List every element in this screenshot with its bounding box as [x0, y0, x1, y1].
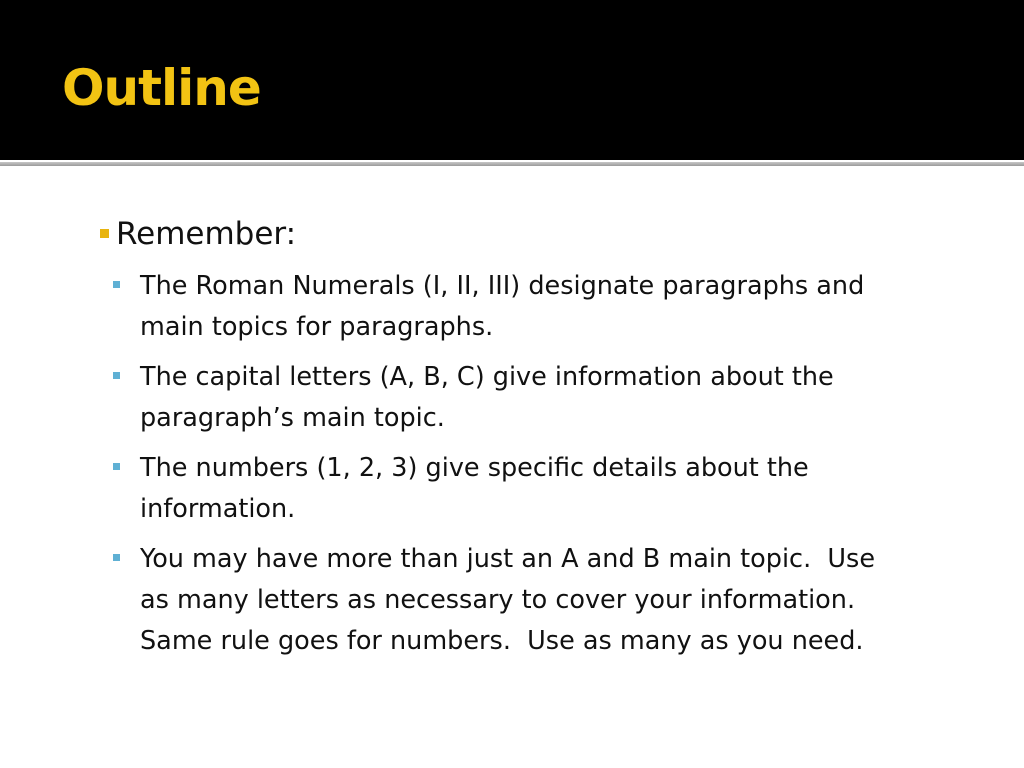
sub-bullet-item [100, 539, 960, 662]
square-bullet-icon [113, 281, 120, 288]
sub-bullet-item [100, 266, 960, 348]
square-bullet-icon [100, 229, 109, 238]
title-divider [0, 162, 1024, 166]
title-bar [0, 0, 1024, 160]
sub-bullet-text: The numbers (1, 2, 3) give specific details about the information. [140, 453, 809, 524]
bullet-remember [100, 212, 960, 256]
sub-bullet-text: You may have more than just an A and B main topic. Use as many letters as necessary to cover your information. Same rule goes for numbers. Use as many as you need. [140, 544, 876, 656]
slide-title: Outline [62, 59, 261, 117]
square-bullet-icon [113, 372, 120, 379]
sub-bullet-text: The Roman Numerals (I, II, III) designate paragraphs and main topics for paragraphs. [140, 271, 865, 342]
bullet-text: Remember: [116, 216, 297, 252]
slide-content [100, 212, 960, 671]
sub-bullet-item [100, 448, 960, 530]
square-bullet-icon [113, 554, 120, 561]
sub-bullet-text: The capital letters (A, B, C) give information about the paragraph’s main topic. [140, 362, 834, 433]
square-bullet-icon [113, 463, 120, 470]
sub-bullet-list [100, 266, 960, 662]
sub-bullet-item [100, 357, 960, 439]
